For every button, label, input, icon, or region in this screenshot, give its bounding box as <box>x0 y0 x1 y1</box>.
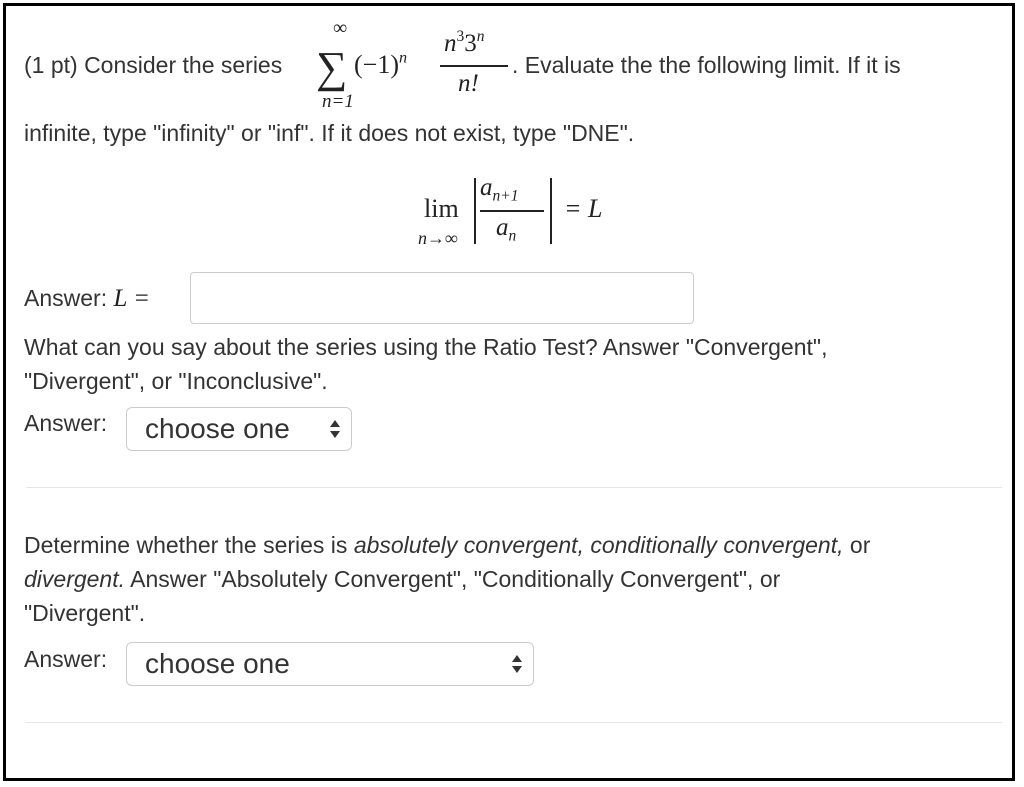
limit-answer-input[interactable] <box>190 272 694 324</box>
section-divider <box>26 487 1002 488</box>
sigma-symbol: ∑ <box>316 43 348 92</box>
select-arrows-icon <box>511 653 523 675</box>
ratio-prompt-line2: "Divergent", or "Inconclusive". <box>24 368 328 394</box>
alternating-factor: $(-1)^n$ <box>354 49 408 79</box>
series-expression <box>316 17 516 120</box>
lim-operator: lim <box>424 194 459 223</box>
part2-line3: "Divergent". <box>24 600 146 626</box>
ratio-test-selected: choose one <box>145 413 290 444</box>
convergence-select[interactable] <box>126 642 534 686</box>
lim-subscript: n→∞ <box>418 228 458 248</box>
question-intro: (1 pt) Consider the series <box>24 52 283 78</box>
answer3-label: Answer: <box>24 646 108 672</box>
sum-upper-limit: ∞ <box>333 17 348 39</box>
ratio-test-select[interactable] <box>126 407 352 451</box>
limit-fraction-bar <box>480 210 544 212</box>
answer2-label: Answer: <box>24 410 108 436</box>
limit-numerator: $a_{n+1}$ <box>480 174 519 205</box>
question-after-series: . Evaluate the the following limit. If it is <box>512 52 901 78</box>
select-arrows-icon <box>329 418 341 440</box>
limit-expression <box>418 172 638 252</box>
answer1-label: Answer: L = <box>24 285 151 312</box>
answer1-math: L = <box>113 285 151 312</box>
fraction-bar <box>440 65 508 67</box>
part2-line1: Determine whether the series is absolutely convergent, conditionally convergent, or <box>24 532 871 558</box>
section-divider <box>26 722 1002 723</box>
part2-line2: divergent. Answer "Absolutely Convergent", "Conditionally Convergent", or <box>24 566 781 592</box>
limit-denominator: $a_n$ <box>496 214 517 245</box>
question-line2: infinite, type "infinity" or "inf". If it does not exist, type "DNE". <box>24 120 635 146</box>
series-numerator: $n^33^n$ <box>444 27 485 57</box>
series-denominator: n! <box>458 70 479 97</box>
convergence-selected: choose one <box>145 648 290 679</box>
abs-bar-right <box>550 178 552 244</box>
abs-bar-left <box>474 178 476 244</box>
limit-rhs: = L <box>564 194 603 223</box>
ratio-prompt-line1: What can you say about the series using the Ratio Test? Answer "Convergent", <box>24 334 828 360</box>
sum-lower-limit: n=1 <box>322 91 354 112</box>
